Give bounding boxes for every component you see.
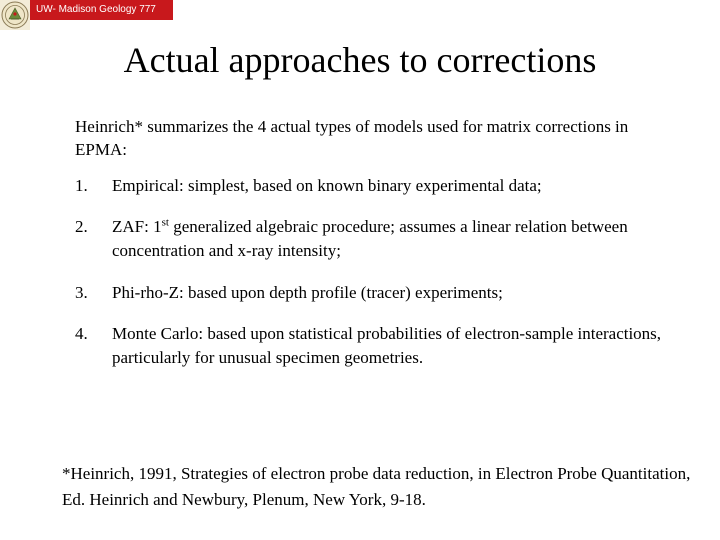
university-seal-logo: [0, 0, 30, 30]
list-item-text-rest: generalized algebraic procedure; assumes a linear relation between concentration and x-ray intensity;: [112, 217, 628, 260]
list-item-number: 2.: [75, 217, 88, 236]
list-item-zaf: [75, 215, 665, 263]
reference-footnote: *Heinrich, 1991, Strategies of electron probe data reduction, in Electron Probe Quantitation, Ed. Heinrich and Newbury, Plenum, New York, 9-18.: [62, 464, 691, 509]
list-item-empirical: [75, 174, 665, 198]
ordinal-superscript: st: [161, 216, 169, 229]
list-item-text: [112, 217, 628, 260]
list-item-text: Empirical: simplest, based on known binary experimental data;: [112, 176, 542, 195]
list-item-text: Phi-rho-Z: based upon depth profile (tracer) experiments;: [112, 283, 503, 302]
list-item-text: Monte Carlo: based upon statistical probabilities of electron-sample interactions, particularly for unusual specimen geometries.: [112, 324, 662, 367]
list-item-number: 3.: [75, 283, 88, 302]
list-item-phi-rho-z: [75, 281, 665, 305]
list-item-number: 4.: [75, 324, 88, 343]
intro-paragraph: Heinrich* summarizes the 4 actual types of models used for matrix corrections in EPMA:: [75, 117, 629, 159]
slide-title: Actual approaches to corrections: [123, 40, 597, 80]
list-item-monte-carlo: [75, 322, 665, 370]
model-types-list: [75, 174, 665, 370]
list-item-number: 1.: [75, 176, 88, 195]
course-header-label: UW- Madison Geology 777: [36, 4, 156, 15]
course-header-bar: [30, 0, 173, 20]
list-item-text-lead: ZAF: 1: [112, 217, 162, 236]
